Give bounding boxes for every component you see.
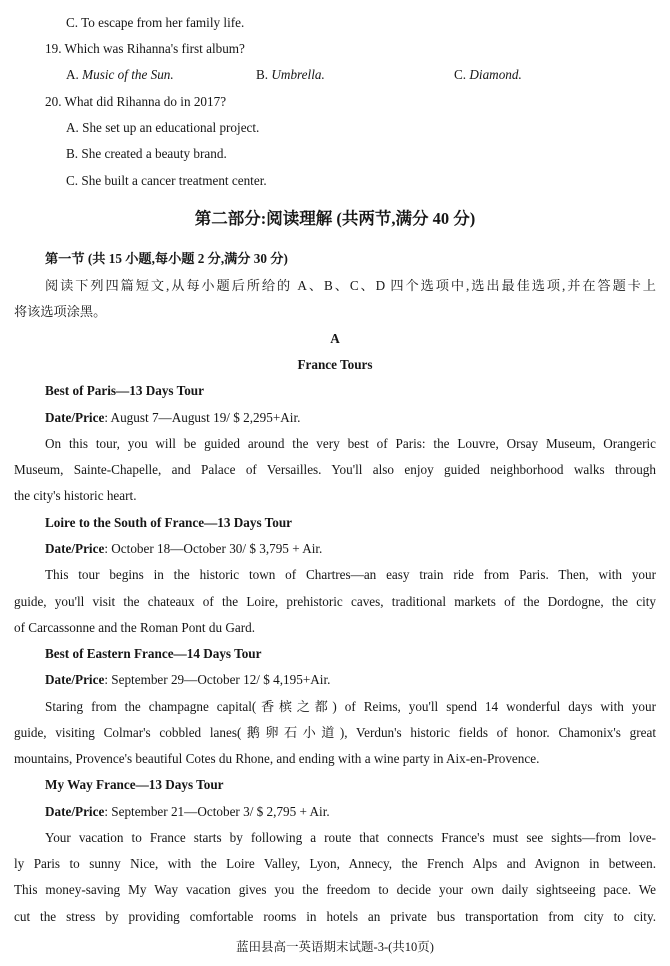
instructions-line-2: 将该选项涂黑。 <box>14 304 107 319</box>
tour-date-price: Date/Price: August 7—August 19/ $ 2,295+Air. <box>45 410 301 425</box>
part2-title: 第二部分:阅读理解 (共两节,满分 40 分) <box>194 209 476 228</box>
tour-desc-line: On this tour, you will be guided around the very best of Paris: the Louvre, Orsay Museum, Orangeric <box>45 436 656 451</box>
tour-desc-line: ly Paris to sunny Nice, with the Loire Valley, Lyon, Annecy, the French Alps and Avignon in between. <box>14 856 656 871</box>
tour-name: My Way France—13 Days Tour <box>45 777 224 792</box>
tour-desc-line: cut the stress by providing comfortable rooms in hotels an private bus transportation from city to city. <box>14 909 656 924</box>
tour-desc-line: Museum, Sainte-Chapelle, and Palace of Versailles. You'll also enjoy guided neighborhood walks through <box>14 462 656 477</box>
tour-desc-line: This money-saving My Way vacation gives you the freedom to decide your own daily sightseeing pace. We <box>14 882 656 897</box>
section1-title: 第一节 (共 15 小题,每小题 2 分,满分 30 分) <box>45 251 288 266</box>
q20-question: 20. What did Rihanna do in 2017? <box>45 94 227 109</box>
tour-desc-line: mountains, Provence's beautiful Cotes du Rhone, and ending with a wine party in Aix-en-Provence. <box>14 751 540 766</box>
passage-title: France Tours <box>297 357 373 372</box>
instructions-line-1: 阅读下列四篇短文,从每小题后所给的 A、B、C、D 四个选项中,选出最佳选项,并在答题卡上 <box>45 278 656 293</box>
tour-desc-line: of Carcassonne and the Roman Pont du Gard. <box>14 620 255 635</box>
q20-option-c: C. She built a cancer treatment center. <box>66 173 267 188</box>
q18-option-c: C. To escape from her family life. <box>66 15 245 30</box>
tour-desc-line: This tour begins in the historic town of Chartres—an easy train ride from Paris. Then, with your <box>45 567 656 582</box>
tour-name: Best of Eastern France—14 Days Tour <box>45 646 262 661</box>
tour-date-price: Date/Price: September 21—October 3/ $ 2,795 + Air. <box>45 804 330 819</box>
tour-date-price: Date/Price: October 18—October 30/ $ 3,795 + Air. <box>45 541 323 556</box>
tour-desc-line: Your vacation to France starts by following a route that connects France's must see sights—from love- <box>45 830 656 845</box>
q19-option-a: A. Music of the Sun. <box>66 67 174 82</box>
q19-option-c: C. Diamond. <box>454 67 522 82</box>
tour-desc-line: the city's historic heart. <box>14 488 137 503</box>
tour-desc-line: Staring from the champagne capital(香槟之都) of Reims, you'll spend 14 wonderful days with your <box>45 699 656 714</box>
tour-name: Loire to the South of France—13 Days Tour <box>45 515 293 530</box>
passage-letter: A <box>330 331 340 346</box>
q19-question: 19. Which was Rihanna's first album? <box>45 41 245 56</box>
tour-name: Best of Paris—13 Days Tour <box>45 383 204 398</box>
q20-option-a: A. She set up an educational project. <box>66 120 260 135</box>
tour-desc-line: guide, visiting Colmar's cobbled lanes(鹅卵石小道), Verdun's historic fields of honor. Chamonix's great <box>14 725 656 740</box>
q19-option-b: B. Umbrella. <box>256 67 325 82</box>
page-footer: 蓝田县高一英语期末试题-3-(共10页) <box>236 940 434 954</box>
tour-date-price: Date/Price: September 29—October 12/ $ 4,195+Air. <box>45 672 331 687</box>
tour-desc-line: guide, you'll visit the chateaux of the Loire, prehistoric caves, traditional markets of the Dordogne, the city <box>14 594 656 609</box>
q20-option-b: B. She created a beauty brand. <box>66 146 227 161</box>
